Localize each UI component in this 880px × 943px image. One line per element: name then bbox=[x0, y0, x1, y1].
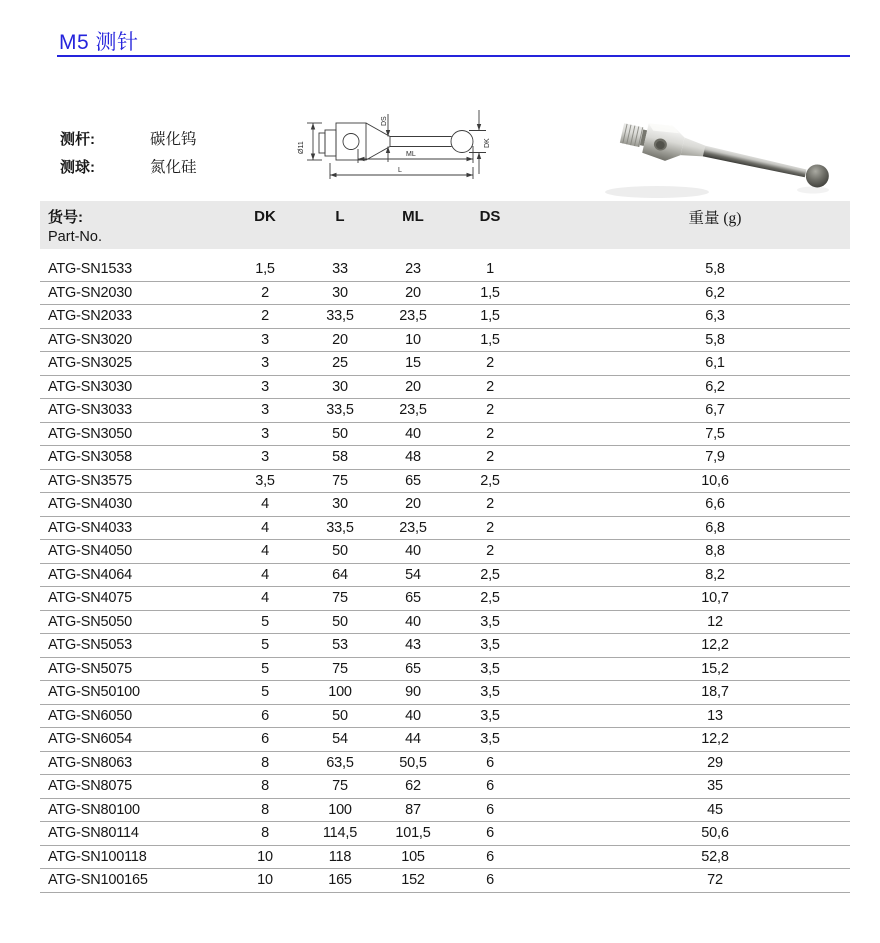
ds-cell: 6 bbox=[486, 801, 494, 818]
ml-cell: 20 bbox=[405, 378, 421, 395]
dk-cell: 3 bbox=[261, 402, 269, 419]
part-no-cell: ATG-SN4050 bbox=[48, 543, 132, 560]
part-no-cell: ATG-SN8075 bbox=[48, 778, 132, 795]
weight-cell: 6,2 bbox=[705, 284, 725, 301]
header-weight: 重量 (g) bbox=[688, 209, 742, 227]
l-cell: 58 bbox=[332, 449, 348, 466]
photo-shadow bbox=[605, 186, 709, 198]
l-cell: 100 bbox=[328, 684, 352, 701]
weight-cell: 29 bbox=[707, 754, 723, 771]
table-row bbox=[40, 728, 850, 752]
ds-cell: 2 bbox=[486, 402, 494, 419]
ml-cell: 23,5 bbox=[399, 402, 427, 419]
ml-cell: 48 bbox=[405, 449, 421, 466]
ml-cell: 40 bbox=[405, 543, 421, 560]
l-cell: 33 bbox=[332, 261, 348, 278]
weight-cell: 7,9 bbox=[705, 449, 725, 466]
ds-cell: 6 bbox=[486, 825, 494, 842]
table-row bbox=[40, 517, 850, 541]
l-cell: 50 bbox=[332, 613, 348, 630]
table-row bbox=[40, 258, 850, 282]
ds-cell: 6 bbox=[486, 872, 494, 889]
ds-cell: 2 bbox=[486, 519, 494, 536]
ml-cell: 23,5 bbox=[399, 308, 427, 325]
ds-cell: 3,5 bbox=[480, 637, 500, 654]
table-row bbox=[40, 329, 850, 353]
part-no-cell: ATG-SN100118 bbox=[48, 848, 147, 865]
ml-cell: 23 bbox=[405, 261, 421, 278]
table-row bbox=[40, 352, 850, 376]
l-cell: 75 bbox=[332, 778, 348, 795]
dk-cell: 5 bbox=[261, 660, 269, 677]
ds-cell: 6 bbox=[486, 848, 494, 865]
table-row bbox=[40, 282, 850, 306]
l-cell: 118 bbox=[328, 848, 352, 865]
part-no-cell: ATG-SN3020 bbox=[48, 331, 132, 348]
weight-cell: 6,2 bbox=[705, 378, 725, 395]
weight-cell: 6,1 bbox=[705, 355, 725, 372]
table-row bbox=[40, 493, 850, 517]
table-row bbox=[40, 775, 850, 799]
stylus-spec-table bbox=[40, 201, 850, 893]
part-no-cell: ATG-SN6054 bbox=[48, 731, 132, 748]
l-cell: 165 bbox=[328, 872, 352, 889]
dk-cell: 3 bbox=[261, 331, 269, 348]
dk-cell: 5 bbox=[261, 637, 269, 654]
ds-cell: 3,5 bbox=[480, 707, 500, 724]
part-no-cell: ATG-SN4064 bbox=[48, 566, 132, 583]
dk-cell: 3 bbox=[261, 355, 269, 372]
dk-cell: 4 bbox=[261, 566, 269, 583]
ml-cell: 23,5 bbox=[399, 519, 427, 536]
weight-cell: 10,6 bbox=[701, 472, 729, 489]
l-cell: 50 bbox=[332, 543, 348, 560]
dk-cell: 8 bbox=[261, 825, 269, 842]
ds-cell: 2,5 bbox=[480, 590, 500, 607]
dim-ds-label: DS bbox=[381, 116, 388, 126]
ds-cell: 1,5 bbox=[480, 331, 500, 348]
weight-cell: 5,8 bbox=[705, 331, 725, 348]
ml-cell: 40 bbox=[405, 425, 421, 442]
dim-dk-label: DK bbox=[484, 138, 491, 148]
table-row bbox=[40, 634, 850, 658]
weight-cell: 18,7 bbox=[701, 684, 729, 701]
ds-cell: 3,5 bbox=[480, 613, 500, 630]
ml-cell: 20 bbox=[405, 284, 421, 301]
l-cell: 30 bbox=[332, 496, 348, 513]
table-row bbox=[40, 470, 850, 494]
l-cell: 53 bbox=[332, 637, 348, 654]
part-no-cell: ATG-SN3575 bbox=[48, 472, 132, 489]
weight-cell: 72 bbox=[707, 872, 723, 889]
ml-cell: 40 bbox=[405, 707, 421, 724]
table-row bbox=[40, 705, 850, 729]
l-cell: 20 bbox=[332, 331, 348, 348]
weight-cell: 12,2 bbox=[701, 731, 729, 748]
ds-cell: 3,5 bbox=[480, 684, 500, 701]
part-no-cell: ATG-SN80100 bbox=[48, 801, 140, 818]
ds-cell: 1,5 bbox=[480, 284, 500, 301]
table-row bbox=[40, 423, 850, 447]
stylus-ball bbox=[804, 162, 831, 189]
weight-cell: 35 bbox=[707, 778, 723, 795]
l-cell: 100 bbox=[328, 801, 352, 818]
l-cell: 25 bbox=[332, 355, 348, 372]
part-no-cell: ATG-SN1533 bbox=[48, 261, 132, 278]
table-row bbox=[40, 681, 850, 705]
table-header bbox=[40, 201, 850, 249]
shaft-material-label: 测杆: bbox=[60, 130, 95, 148]
dk-cell: 5 bbox=[261, 684, 269, 701]
l-cell: 75 bbox=[332, 590, 348, 607]
header-ml: ML bbox=[402, 208, 424, 225]
shaft-material-row bbox=[60, 124, 197, 152]
dk-cell: 1,5 bbox=[255, 261, 275, 278]
l-cell: 63,5 bbox=[326, 754, 354, 771]
part-no-cell: ATG-SN5053 bbox=[48, 637, 132, 654]
part-no-cell: ATG-SN5075 bbox=[48, 660, 132, 677]
ml-cell: 43 bbox=[405, 637, 421, 654]
materials-block bbox=[60, 124, 197, 180]
dk-cell: 2 bbox=[261, 308, 269, 325]
ml-cell: 101,5 bbox=[395, 825, 431, 842]
part-no-cell: ATG-SN3025 bbox=[48, 355, 132, 372]
dk-cell: 4 bbox=[261, 543, 269, 560]
weight-cell: 6,7 bbox=[705, 402, 725, 419]
part-no-cell: ATG-SN8063 bbox=[48, 754, 132, 771]
weight-cell: 6,8 bbox=[705, 519, 725, 536]
dk-cell: 4 bbox=[261, 519, 269, 536]
weight-cell: 6,6 bbox=[705, 496, 725, 513]
ml-cell: 20 bbox=[405, 496, 421, 513]
stylus-product-photo bbox=[595, 80, 860, 208]
header-l: L bbox=[335, 208, 345, 225]
table-row bbox=[40, 376, 850, 400]
ml-cell: 105 bbox=[401, 848, 425, 865]
ds-cell: 6 bbox=[486, 754, 494, 771]
part-no-cell: ATG-SN4030 bbox=[48, 496, 132, 513]
part-no-cell: ATG-SN80114 bbox=[48, 825, 139, 842]
dk-cell: 5 bbox=[261, 613, 269, 630]
l-cell: 54 bbox=[332, 731, 348, 748]
stylus-shaft bbox=[703, 146, 807, 179]
ds-cell: 3,5 bbox=[480, 660, 500, 677]
ml-cell: 65 bbox=[405, 472, 421, 489]
stylus-thread bbox=[620, 123, 644, 147]
dk-cell: 3 bbox=[261, 425, 269, 442]
part-no-cell: ATG-SN4033 bbox=[48, 519, 132, 536]
part-no-cell: ATG-SN6050 bbox=[48, 707, 132, 724]
l-cell: 75 bbox=[332, 660, 348, 677]
dk-cell: 3 bbox=[261, 449, 269, 466]
weight-cell: 8,8 bbox=[705, 543, 725, 560]
ds-cell: 3,5 bbox=[480, 731, 500, 748]
dk-cell: 6 bbox=[261, 731, 269, 748]
ml-cell: 62 bbox=[405, 778, 421, 795]
ml-cell: 65 bbox=[405, 590, 421, 607]
dk-cell: 4 bbox=[261, 590, 269, 607]
weight-cell: 52,8 bbox=[701, 848, 729, 865]
ds-cell: 2 bbox=[486, 355, 494, 372]
dk-cell: 8 bbox=[261, 754, 269, 771]
table-row bbox=[40, 846, 850, 870]
table-row bbox=[40, 869, 850, 893]
dk-cell: 3,5 bbox=[255, 472, 275, 489]
l-cell: 33,5 bbox=[326, 519, 354, 536]
l-cell: 50 bbox=[332, 425, 348, 442]
shaft-material-value: 碳化钨 bbox=[150, 131, 197, 148]
ball-material-value: 氮化硅 bbox=[150, 159, 197, 176]
ml-cell: 44 bbox=[405, 731, 421, 748]
dk-cell: 10 bbox=[257, 848, 273, 865]
dk-cell: 6 bbox=[261, 707, 269, 724]
table-body bbox=[40, 258, 850, 893]
ball-material-label: 测球: bbox=[60, 158, 95, 176]
page-title: M5 测针 bbox=[59, 31, 139, 54]
table-row bbox=[40, 658, 850, 682]
ds-cell: 1,5 bbox=[480, 308, 500, 325]
header-dk: DK bbox=[254, 208, 276, 225]
part-no-cell: ATG-SN3030 bbox=[48, 378, 132, 395]
table-row bbox=[40, 587, 850, 611]
ds-cell: 2,5 bbox=[480, 566, 500, 583]
weight-cell: 12,2 bbox=[701, 637, 729, 654]
ml-cell: 87 bbox=[405, 801, 421, 818]
weight-cell: 15,2 bbox=[701, 660, 729, 677]
table-row bbox=[40, 446, 850, 470]
part-no-cell: ATG-SN3033 bbox=[48, 402, 132, 419]
title-underline bbox=[57, 55, 850, 57]
weight-cell: 5,8 bbox=[705, 261, 725, 278]
part-no-cell: ATG-SN50100 bbox=[48, 684, 140, 701]
ml-cell: 152 bbox=[401, 872, 425, 889]
table-row bbox=[40, 822, 850, 846]
table-row bbox=[40, 611, 850, 635]
dk-cell: 8 bbox=[261, 778, 269, 795]
table-row bbox=[40, 752, 850, 776]
part-no-cell: ATG-SN4075 bbox=[48, 590, 132, 607]
l-cell: 75 bbox=[332, 472, 348, 489]
ds-cell: 2 bbox=[486, 496, 494, 513]
weight-cell: 45 bbox=[707, 801, 723, 818]
ds-cell: 2,5 bbox=[480, 472, 500, 489]
ml-cell: 10 bbox=[405, 331, 421, 348]
table-row bbox=[40, 399, 850, 423]
dk-cell: 3 bbox=[261, 378, 269, 395]
ml-cell: 54 bbox=[405, 566, 421, 583]
part-no-cell: ATG-SN2030 bbox=[48, 284, 132, 301]
ds-cell: 6 bbox=[486, 778, 494, 795]
ball-material-row bbox=[60, 152, 197, 180]
table-row bbox=[40, 564, 850, 588]
part-no-cell: ATG-SN3050 bbox=[48, 425, 132, 442]
weight-cell: 10,7 bbox=[701, 590, 729, 607]
l-cell: 33,5 bbox=[326, 402, 354, 419]
l-cell: 64 bbox=[332, 566, 348, 583]
dim-l-label: L bbox=[398, 167, 402, 174]
l-cell: 50 bbox=[332, 707, 348, 724]
part-no-cell: ATG-SN3058 bbox=[48, 449, 132, 466]
dk-cell: 4 bbox=[261, 496, 269, 513]
ml-cell: 15 bbox=[405, 355, 421, 372]
weight-cell: 12 bbox=[707, 613, 723, 630]
ml-cell: 40 bbox=[405, 613, 421, 630]
ds-cell: 1 bbox=[486, 261, 494, 278]
weight-cell: 6,3 bbox=[705, 308, 725, 325]
header-part-no: 货号: bbox=[48, 209, 83, 226]
l-cell: 30 bbox=[332, 378, 348, 395]
l-cell: 114,5 bbox=[322, 825, 358, 842]
part-no-cell: ATG-SN100165 bbox=[48, 872, 148, 889]
ml-cell: 90 bbox=[405, 684, 421, 701]
weight-cell: 50,6 bbox=[701, 825, 729, 842]
stylus-dimension-drawing bbox=[293, 86, 508, 193]
part-no-cell: ATG-SN5050 bbox=[48, 613, 132, 630]
dk-cell: 8 bbox=[261, 801, 269, 818]
header-part-no-en: Part-No. bbox=[48, 229, 102, 245]
ds-cell: 2 bbox=[486, 378, 494, 395]
weight-cell: 7,5 bbox=[705, 425, 725, 442]
dim-diameter-label: Ø11 bbox=[298, 141, 305, 154]
ds-cell: 2 bbox=[486, 449, 494, 466]
part-no-cell: ATG-SN2033 bbox=[48, 308, 132, 325]
ml-cell: 50,5 bbox=[399, 754, 427, 771]
header-ds: DS bbox=[479, 208, 501, 225]
dim-ml-label: ML bbox=[406, 151, 416, 158]
l-cell: 33,5 bbox=[326, 308, 354, 325]
weight-cell: 13 bbox=[707, 707, 723, 724]
dk-cell: 2 bbox=[261, 284, 269, 301]
table-row bbox=[40, 799, 850, 823]
weight-cell: 8,2 bbox=[705, 566, 725, 583]
dk-cell: 10 bbox=[257, 872, 273, 889]
l-cell: 30 bbox=[332, 284, 348, 301]
ds-cell: 2 bbox=[486, 425, 494, 442]
ds-cell: 2 bbox=[486, 543, 494, 560]
table-row bbox=[40, 540, 850, 564]
ml-cell: 65 bbox=[405, 660, 421, 677]
table-row bbox=[40, 305, 850, 329]
